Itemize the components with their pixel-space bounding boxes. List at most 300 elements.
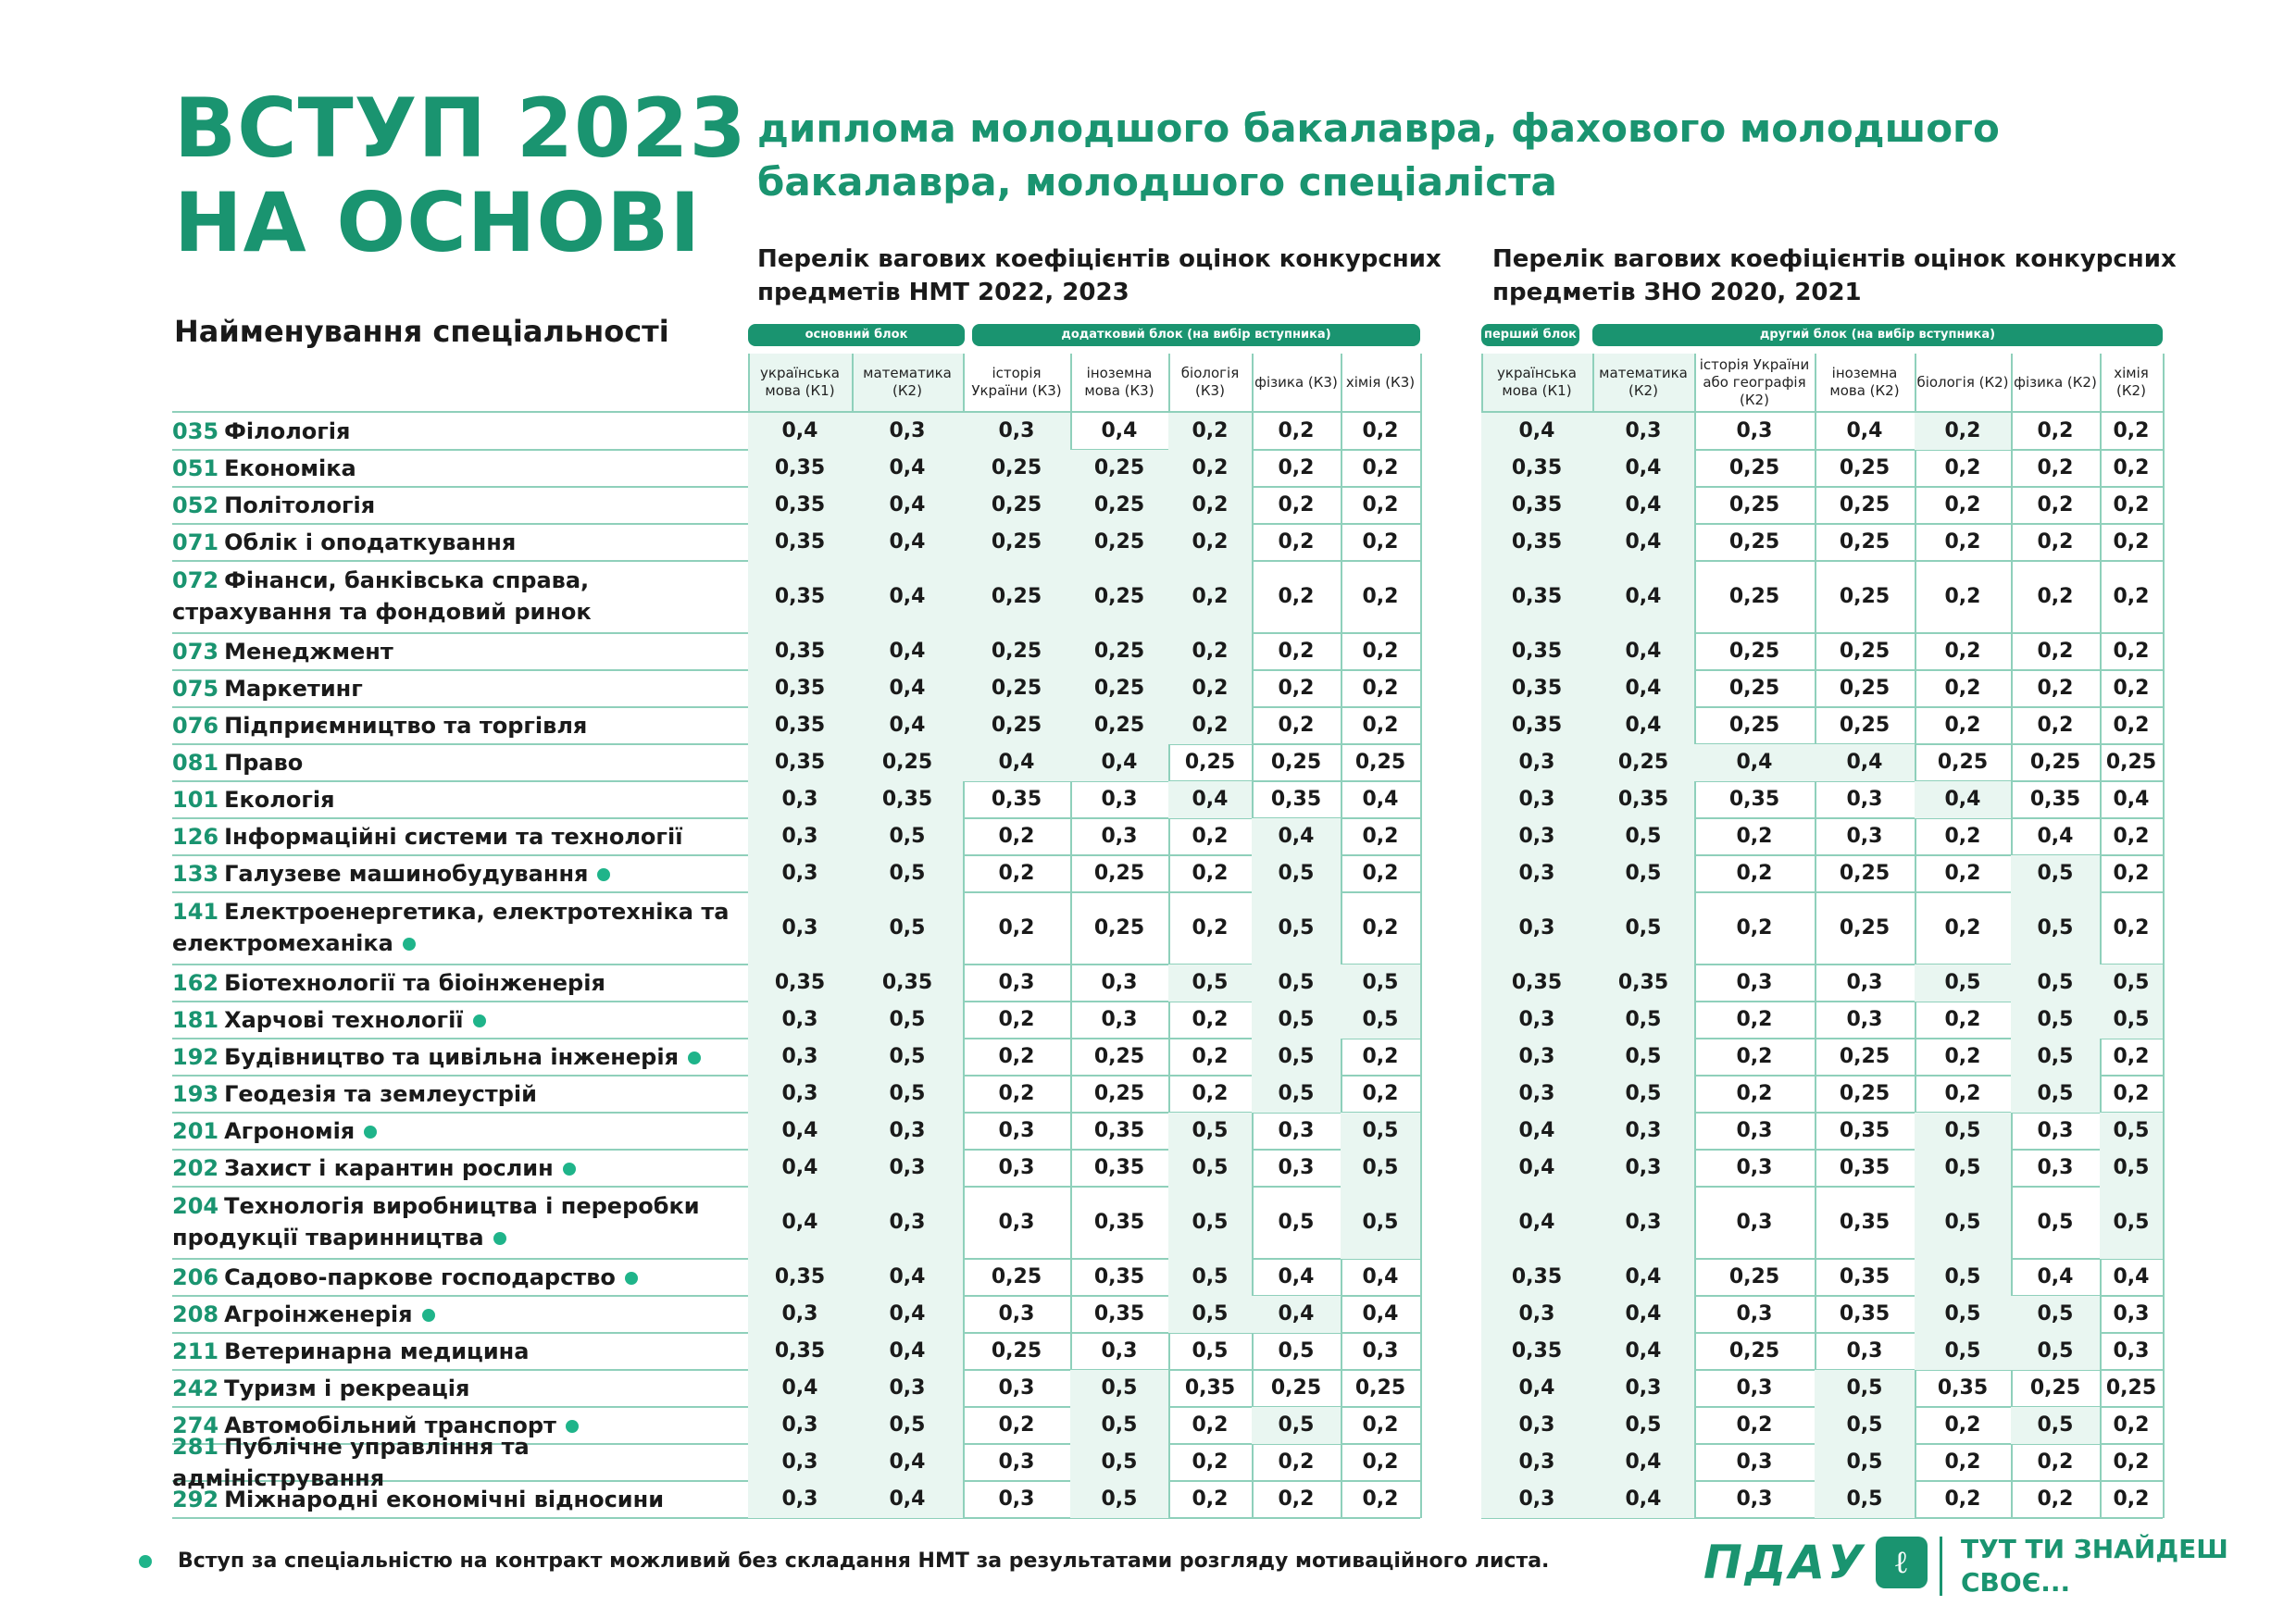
zno-coefficient-cell: 0,2 [2113, 1413, 2150, 1437]
nmt-coefficient-cell: 0,2 [1362, 530, 1399, 554]
nmt-coefficient-cell: 0,5 [852, 818, 963, 855]
nmt-coefficient-cell: 0,3 [998, 1156, 1035, 1179]
zno-col-header: математика (К2) [1592, 354, 1694, 411]
specialty-title: Міжнародні економічні відносини [224, 1487, 665, 1512]
zno-coefficient-cell: 0,25 [1728, 530, 1780, 554]
zno-coefficient-cell: 0,3 [1481, 744, 1592, 781]
nmt-coefficient-cell: 0,4 [1362, 788, 1399, 811]
zno-coefficient-cell: 0,2 [1944, 1082, 1981, 1105]
nmt-coefficient-cell: 0,25 [963, 487, 1070, 524]
zno-coefficient-cell: 0,3 [1736, 1450, 1773, 1474]
zno-coefficient-cell: 0,4 [1592, 524, 1694, 561]
zno-coefficient-cell: 0,25 [1839, 493, 1890, 517]
specialty-code: 202 [172, 1155, 219, 1181]
nmt-coefficient-cell: 0,3 [748, 1076, 852, 1113]
nmt-coefficient-cell: 0,5 [1252, 1407, 1341, 1444]
zno-coefficient-cell: 0,25 [1839, 640, 1890, 663]
footnote [139, 1548, 1549, 1575]
zno-coefficient-cell: 0,2 [2037, 640, 2074, 663]
nmt-coefficient-cell: 0,2 [1362, 640, 1399, 663]
nmt-coefficient-cell: 0,25 [1093, 916, 1145, 940]
nmt-coefficient-cell: 0,3 [998, 1376, 1035, 1400]
specialty-code: 204 [172, 1193, 219, 1219]
zno-coefficient-cell: 0,25 [2029, 1376, 2081, 1400]
zno-coefficient-cell: 0,35 [1592, 965, 1694, 1002]
specialty-label [172, 1152, 576, 1184]
zno-coefficient-cell: 0,3 [1592, 1113, 1694, 1150]
page-title [174, 81, 747, 270]
zno-coefficient-cell: 0,5 [1592, 892, 1694, 965]
zno-coefficient-cell: 0,2 [1944, 1450, 1981, 1474]
zno-coefficient-cell: 0,3 [1592, 1150, 1694, 1187]
zno-coefficient-cell: 0,2 [2113, 677, 2150, 700]
nmt-coefficient-cell: 0,2 [1278, 1450, 1315, 1474]
zno-coefficient-cell: 0,3 [1846, 1339, 1883, 1363]
nmt-coefficient-cell: 0,2 [1362, 1450, 1399, 1474]
nmt-coefficient-cell: 0,2 [1278, 419, 1315, 442]
zno-first-block-label: перший блок [1481, 324, 1579, 346]
zno-coefficient-cell: 0,5 [2100, 1113, 2163, 1150]
specialty-name [172, 670, 746, 707]
contract-dot-icon [625, 1272, 638, 1285]
nmt-coefficient-cell: 0,2 [1168, 524, 1252, 561]
nmt-coefficient-cell: 0,25 [1184, 751, 1236, 774]
zno-coefficient-cell: 0,35 [1481, 633, 1592, 670]
slogan-line-1: ТУТ ТИ ЗНАЙДЕШ [1961, 1534, 2228, 1564]
nmt-coefficient-cell: 0,5 [1252, 1002, 1341, 1039]
specialty-name [172, 1259, 746, 1296]
zno-coefficient-cell: 0,3 [1481, 892, 1592, 965]
nmt-coefficient-cell: 0,2 [998, 1045, 1035, 1068]
specialty-code: 206 [172, 1264, 219, 1290]
specialty-name [172, 1296, 746, 1333]
nmt-coefficient-cell: 0,3 [852, 1370, 963, 1407]
zno-coefficient-cell: 0,25 [1937, 751, 1989, 774]
zno-coefficient-cell: 0,5 [1592, 1039, 1694, 1076]
zno-coefficient-cell: 0,2 [2113, 419, 2150, 442]
zno-col-header: біологія (К2) [1916, 373, 2009, 391]
zno-coefficient-cell: 0,3 [1481, 1039, 1592, 1076]
nmt-coefficient-cell: 0,35 [748, 561, 852, 633]
nmt-coefficient-cell: 0,5 [1168, 1296, 1252, 1333]
zno-coefficient-cell: 0,4 [1592, 707, 1694, 744]
nmt-coefficient-cell: 0,4 [748, 1150, 852, 1187]
zno-col-header: фізика (К2) [2014, 373, 2097, 391]
zno-coefficient-cell: 0,5 [1592, 818, 1694, 855]
specialty-title: Менеджмент [224, 639, 393, 665]
zno-table-heading: Перелік вагових коефіцієнтів оцінок конкурсних предметів ЗНО 2020, 2021 [1492, 245, 2177, 306]
specialty-code: 035 [172, 418, 219, 444]
nmt-coefficient-cell: 0,2 [1192, 1487, 1229, 1511]
nmt-coefficient-cell: 0,3 [748, 1444, 852, 1481]
zno-coefficient-cell: 0,25 [1728, 1339, 1780, 1363]
zno-coefficient-cell: 0,2 [2113, 1450, 2150, 1474]
zno-coefficient-cell: 0,3 [1736, 1119, 1773, 1142]
nmt-coefficient-cell: 0,5 [1168, 1150, 1252, 1187]
nmt-coefficient-cell: 0,3 [852, 413, 963, 450]
title-line-2: НА ОСНОВІ [174, 175, 702, 270]
nmt-col-header: хімія (К3) [1345, 373, 1416, 391]
nmt-coefficient-cell: 0,25 [991, 1265, 1042, 1288]
contract-dot-icon [597, 868, 610, 881]
zno-second-block-label: другий блок (на вибір вступника) [1592, 324, 2163, 346]
zno-coefficient-cell: 0,4 [1592, 670, 1694, 707]
zno-coefficient-cell: 0,5 [1592, 1076, 1694, 1113]
nmt-coefficient-cell: 0,25 [1093, 1082, 1145, 1105]
nmt-coefficient-cell: 0,35 [1093, 1302, 1145, 1326]
zno-coefficient-cell: 0,4 [2037, 825, 2074, 848]
nmt-coefficient-cell: 0,3 [998, 1487, 1035, 1511]
nmt-coefficient-cell: 0,35 [1093, 1156, 1145, 1179]
nmt-coefficient-cell: 0,25 [963, 561, 1070, 633]
nmt-coefficient-cell: 0,5 [1070, 1481, 1168, 1518]
zno-coefficient-cell: 0,35 [1839, 1119, 1890, 1142]
nmt-coefficient-cell: 0,2 [1192, 916, 1229, 940]
specialty-code: 193 [172, 1081, 219, 1107]
zno-coefficient-cell: 0,3 [1481, 855, 1592, 892]
specialty-code: 052 [172, 492, 219, 518]
zno-coefficient-cell: 0,2 [2113, 1487, 2150, 1511]
specialty-name [172, 561, 746, 637]
specialty-code: 051 [172, 455, 219, 481]
zno-coefficient-cell: 0,3 [1736, 1156, 1773, 1179]
specialty-label [172, 858, 610, 890]
nmt-coefficient-cell: 0,3 [998, 1302, 1035, 1326]
zno-coefficient-cell: 0,4 [1481, 1187, 1592, 1259]
nmt-coefficient-cell: 0,3 [1362, 1339, 1399, 1363]
zno-col-header: іноземна мова (К2) [1829, 365, 1900, 399]
nmt-coefficient-cell: 0,2 [1362, 1487, 1399, 1511]
zno-coefficient-cell: 0,5 [2011, 1296, 2100, 1333]
nmt-coefficient-cell: 0,4 [852, 670, 963, 707]
zno-col-header: хімія (К2) [2114, 365, 2149, 399]
zno-coefficient-cell: 0,5 [1592, 855, 1694, 892]
logo-divider [1940, 1537, 1942, 1596]
zno-coefficient-cell: 0,5 [2011, 965, 2100, 1002]
specialty-title: Будівництво та цивільна інженерія [224, 1044, 679, 1070]
specialty-label [172, 747, 303, 778]
nmt-coefficient-cell: 0,25 [1070, 670, 1168, 707]
nmt-coefficient-cell: 0,35 [748, 965, 852, 1002]
zno-coefficient-cell: 0,5 [2100, 1002, 2163, 1039]
nmt-coefficient-cell: 0,25 [963, 633, 1070, 670]
nmt-coefficient-cell: 0,35 [748, 744, 852, 781]
nmt-coefficient-cell: 0,2 [998, 916, 1035, 940]
zno-coefficient-cell: 0,35 [1481, 524, 1592, 561]
specialty-label [172, 636, 393, 667]
zno-coefficient-cell: 0,4 [2113, 1265, 2150, 1288]
specialty-name [172, 1434, 746, 1491]
zno-coefficient-cell: 0,2 [2037, 493, 2074, 517]
specialty-code: 211 [172, 1338, 219, 1364]
nmt-coefficient-cell: 0,2 [1192, 1045, 1229, 1068]
specialty-name [172, 818, 746, 855]
nmt-coefficient-cell: 0,2 [1192, 1082, 1229, 1105]
zno-coefficient-cell: 0,4 [1846, 419, 1883, 442]
zno-col-header: українська мова (К1) [1481, 354, 1592, 411]
zno-coefficient-cell: 0,25 [1839, 714, 1890, 737]
specialty-title: Садово-паркове господарство [224, 1264, 616, 1290]
zno-coefficient-cell: 0,5 [2100, 1150, 2163, 1187]
specialty-code: 126 [172, 824, 219, 850]
nmt-coefficient-cell: 0,5 [1252, 1076, 1341, 1113]
nmt-coefficient-cell: 0,5 [1341, 1113, 1420, 1150]
nmt-coefficient-cell: 0,5 [1252, 1039, 1341, 1076]
zno-coefficient-cell: 0,25 [1839, 530, 1890, 554]
nmt-coefficient-cell: 0,4 [852, 633, 963, 670]
nmt-coefficient-cell: 0,2 [998, 1082, 1035, 1105]
specialty-name [172, 487, 746, 524]
specialty-code: 071 [172, 529, 219, 555]
zno-coefficient-cell: 0,2 [1915, 413, 2011, 450]
slogan-line-2: СВОЄ... [1961, 1567, 2071, 1598]
nmt-coefficient-cell: 0,35 [1093, 1265, 1145, 1288]
specialty-code: 192 [172, 1044, 219, 1070]
column-divider [2163, 354, 2165, 1518]
zno-coefficient-cell: 0,3 [1481, 1481, 1592, 1518]
nmt-coefficient-cell: 0,3 [748, 1407, 852, 1444]
nmt-coefficient-cell: 0,2 [1362, 585, 1399, 608]
nmt-coefficient-cell: 0,5 [852, 892, 963, 965]
specialty-title: Облік і оподаткування [224, 529, 517, 555]
nmt-coefficient-cell: 0,25 [963, 707, 1070, 744]
zno-coefficient-cell: 0,35 [1839, 1302, 1890, 1326]
specialty-name [172, 1333, 746, 1370]
nmt-coefficient-cell: 0,2 [1362, 714, 1399, 737]
nmt-coefficient-cell: 0,2 [1192, 862, 1229, 885]
column-divider [1420, 354, 1422, 1518]
nmt-coefficient-cell: 0,35 [1184, 1376, 1236, 1400]
zno-coefficient-cell: 0,5 [1915, 965, 2011, 1002]
page-subtitle: диплома молодшого бакалавра, фахового молодшого бакалавра, молодшого спеціаліста [757, 106, 2000, 205]
specialty-label [172, 527, 516, 558]
zno-coefficient-cell: 0,2 [2037, 714, 2074, 737]
specialty-name [172, 413, 746, 450]
nmt-coefficient-cell: 0,4 [748, 1370, 852, 1407]
nmt-coefficient-cell: 0,4 [1278, 1265, 1315, 1288]
nmt-coefficient-cell: 0,4 [852, 1259, 963, 1296]
nmt-coefficient-cell: 0,5 [1278, 1211, 1315, 1234]
nmt-coefficient-cell: 0,5 [1252, 892, 1341, 965]
specialty-label [172, 784, 335, 815]
zno-coefficient-cell: 0,35 [1481, 1259, 1592, 1296]
zno-coefficient-cell: 0,2 [1736, 916, 1773, 940]
zno-coefficient-cell: 0,4 [1815, 744, 1915, 781]
zno-coefficient-cell: 0,3 [1592, 413, 1694, 450]
zno-coefficient-cell: 0,2 [1944, 862, 1981, 885]
specialty-label [172, 1299, 435, 1330]
zno-coefficient-cell: 0,4 [1592, 561, 1694, 633]
specialty-label [172, 710, 587, 741]
zno-coefficient-cell: 0,5 [1592, 1002, 1694, 1039]
specialty-name [172, 1002, 746, 1039]
nmt-coefficient-cell: 0,5 [1252, 965, 1341, 1002]
nmt-coefficient-cell: 0,4 [852, 487, 963, 524]
nmt-coefficient-cell: 0,2 [1362, 456, 1399, 479]
nmt-coefficient-cell: 0,5 [852, 1407, 963, 1444]
specialty-code: 242 [172, 1375, 219, 1401]
specialty-label [172, 1004, 486, 1036]
specialty-code: 208 [172, 1301, 219, 1327]
specialty-name [172, 892, 746, 968]
zno-coefficient-cell: 0,2 [2113, 714, 2150, 737]
nmt-coefficient-cell: 0,4 [1362, 1265, 1399, 1288]
zno-coefficient-cell: 0,5 [1815, 1370, 1915, 1407]
zno-coefficient-cell: 0,4 [1592, 1333, 1694, 1370]
nmt-coefficient-cell: 0,25 [1270, 751, 1322, 774]
nmt-coefficient-cell: 0,5 [852, 1076, 963, 1113]
zno-coefficient-cell: 0,3 [1846, 971, 1883, 994]
zno-coefficient-cell: 0,3 [1736, 971, 1773, 994]
nmt-coefficient-cell: 0,4 [852, 1333, 963, 1370]
specialty-title: Галузеве машинобудування [224, 861, 589, 887]
zno-coefficient-cell: 0,3 [1736, 1211, 1773, 1234]
zno-coefficient-cell: 0,2 [2037, 677, 2074, 700]
zno-coefficient-cell: 0,25 [2105, 1376, 2157, 1400]
zno-coefficient-cell: 0,2 [1944, 1487, 1981, 1511]
zno-coefficient-cell: 0,2 [1736, 1008, 1773, 1031]
nmt-coefficient-cell: 0,2 [1278, 1487, 1315, 1511]
zno-coefficient-cell: 0,25 [1728, 585, 1780, 608]
nmt-coefficient-cell: 0,5 [1278, 1339, 1315, 1363]
nmt-col-header: математика (К2) [852, 354, 963, 411]
nmt-coefficient-cell: 0,2 [1278, 677, 1315, 700]
zno-coefficient-cell: 0,2 [2113, 1082, 2150, 1105]
nmt-coefficient-cell: 0,2 [1278, 585, 1315, 608]
nmt-coefficient-cell: 0,2 [1168, 450, 1252, 487]
nmt-coefficient-cell: 0,2 [1192, 1008, 1229, 1031]
specialty-code: 181 [172, 1007, 219, 1033]
zno-coefficient-cell: 0,4 [1481, 1370, 1592, 1407]
nmt-coefficient-cell: 0,2 [1362, 916, 1399, 940]
zno-coefficient-cell: 0,25 [1728, 640, 1780, 663]
specialty-label [172, 565, 746, 628]
nmt-coefficient-cell: 0,4 [852, 450, 963, 487]
specialty-label [172, 1484, 664, 1515]
nmt-col-header: історія України (К3) [971, 365, 1062, 399]
nmt-coefficient-cell: 0,25 [1070, 561, 1168, 633]
nmt-coefficient-cell: 0,2 [998, 1008, 1035, 1031]
zno-coefficient-cell: 0,25 [1839, 456, 1890, 479]
specialty-code: 133 [172, 861, 219, 887]
zno-coefficient-cell: 0,25 [1839, 585, 1890, 608]
specialty-label [172, 967, 605, 999]
specialty-code: 072 [172, 567, 219, 593]
specialty-title: Агрономія [224, 1118, 356, 1144]
zno-coefficient-cell: 0,2 [2113, 530, 2150, 554]
nmt-coefficient-cell: 0,3 [748, 1002, 852, 1039]
nmt-coefficient-cell: 0,35 [1093, 1211, 1145, 1234]
zno-coefficient-cell: 0,4 [1592, 1481, 1694, 1518]
zno-coefficient-cell: 0,4 [1481, 413, 1592, 450]
zno-coefficient-cell: 0,3 [2113, 1302, 2150, 1326]
nmt-coefficient-cell: 0,35 [991, 788, 1042, 811]
nmt-coefficient-cell: 0,5 [1168, 1259, 1252, 1296]
nmt-coefficient-cell: 0,4 [1362, 1302, 1399, 1326]
zno-coefficient-cell: 0,3 [2037, 1156, 2074, 1179]
nmt-coefficient-cell: 0,25 [852, 744, 963, 781]
slogan [1961, 1533, 2228, 1599]
specialty-code: 081 [172, 750, 219, 776]
zno-coefficient-cell: 0,2 [1944, 677, 1981, 700]
nmt-coefficient-cell: 0,3 [748, 1296, 852, 1333]
specialty-name [172, 1481, 746, 1518]
zno-coefficient-cell: 0,5 [1915, 1333, 2011, 1370]
zno-coefficient-cell: 0,2 [2113, 862, 2150, 885]
nmt-col-header: біологія (К3) [1180, 365, 1240, 399]
specialty-title: Технологія виробництва і переробки продукції тваринництва [172, 1193, 700, 1251]
specialty-name [172, 1150, 746, 1187]
nmt-coefficient-cell: 0,2 [1168, 633, 1252, 670]
specialty-title: Підприємництво та торгівля [224, 713, 588, 739]
nmt-coefficient-cell: 0,3 [748, 1039, 852, 1076]
zno-coefficient-cell: 0,4 [1915, 781, 2011, 818]
zno-coefficient-cell: 0,35 [1481, 1333, 1592, 1370]
nmt-extra-block-label: додатковий блок (на вибір вступника) [972, 324, 1420, 346]
specialty-label [172, 1041, 701, 1073]
nmt-coefficient-cell: 0,4 [1252, 818, 1341, 855]
zno-coefficient-cell: 0,4 [2037, 1265, 2074, 1288]
zno-coefficient-cell: 0,5 [2011, 1407, 2100, 1444]
specialty-title: Захист і карантин рослин [224, 1155, 554, 1181]
nmt-coefficient-cell: 0,4 [1070, 744, 1168, 781]
specialty-code: 201 [172, 1118, 219, 1144]
zno-coefficient-cell: 0,5 [2011, 1039, 2100, 1076]
specialty-name [172, 707, 746, 744]
nmt-coefficient-cell: 0,5 [852, 1002, 963, 1039]
nmt-coefficient-cell: 0,5 [1341, 1002, 1420, 1039]
zno-coefficient-cell: 0,35 [1481, 707, 1592, 744]
zno-coefficient-cell: 0,3 [1481, 1296, 1592, 1333]
zno-coefficient-cell: 0,2 [2037, 419, 2074, 442]
specialty-name [172, 633, 746, 670]
nmt-coefficient-cell: 0,35 [852, 965, 963, 1002]
zno-coefficient-cell: 0,35 [1937, 1376, 1989, 1400]
specialty-label [172, 453, 356, 484]
zno-coefficient-cell: 0,35 [1728, 788, 1780, 811]
nmt-coefficient-cell: 0,2 [1362, 1413, 1399, 1437]
nmt-coefficient-cell: 0,2 [998, 1413, 1035, 1437]
nmt-coefficient-cell: 0,35 [748, 1259, 852, 1296]
nmt-coefficient-cell: 0,35 [748, 707, 852, 744]
zno-coefficient-cell: 0,2 [1736, 1413, 1773, 1437]
zno-coefficient-cell: 0,5 [2011, 892, 2100, 965]
nmt-coefficient-cell: 0,25 [1093, 862, 1145, 885]
nmt-coefficient-cell: 0,35 [748, 487, 852, 524]
zno-coefficient-cell: 0,25 [1728, 493, 1780, 517]
specialty-title: Право [224, 750, 304, 776]
footnote-dot-icon [139, 1555, 152, 1568]
nmt-coefficient-cell: 0,2 [1278, 493, 1315, 517]
zno-coefficient-cell: 0,25 [2105, 751, 2157, 774]
nmt-coefficient-cell: 0,25 [1070, 524, 1168, 561]
nmt-coefficient-cell: 0,3 [1101, 1008, 1138, 1031]
zno-coefficient-cell: 0,5 [2011, 1002, 2100, 1039]
zno-coefficient-cell: 0,25 [1728, 456, 1780, 479]
zno-coefficient-cell: 0,4 [1592, 1259, 1694, 1296]
nmt-coefficient-cell: 0,5 [1168, 1187, 1252, 1259]
zno-coefficient-cell: 0,4 [1481, 1150, 1592, 1187]
specialty-name [172, 855, 746, 892]
zno-coefficient-cell: 0,3 [2037, 1119, 2074, 1142]
specialty-name [172, 781, 746, 818]
zno-coefficient-cell: 0,5 [1815, 1407, 1915, 1444]
logo-leaf-icon: ℓ [1876, 1537, 1928, 1588]
nmt-coefficient-cell: 0,35 [748, 670, 852, 707]
zno-coefficient-cell: 0,25 [1839, 916, 1890, 940]
zno-coefficient-cell: 0,2 [2037, 1450, 2074, 1474]
nmt-coefficient-cell: 0,5 [1341, 1187, 1420, 1259]
